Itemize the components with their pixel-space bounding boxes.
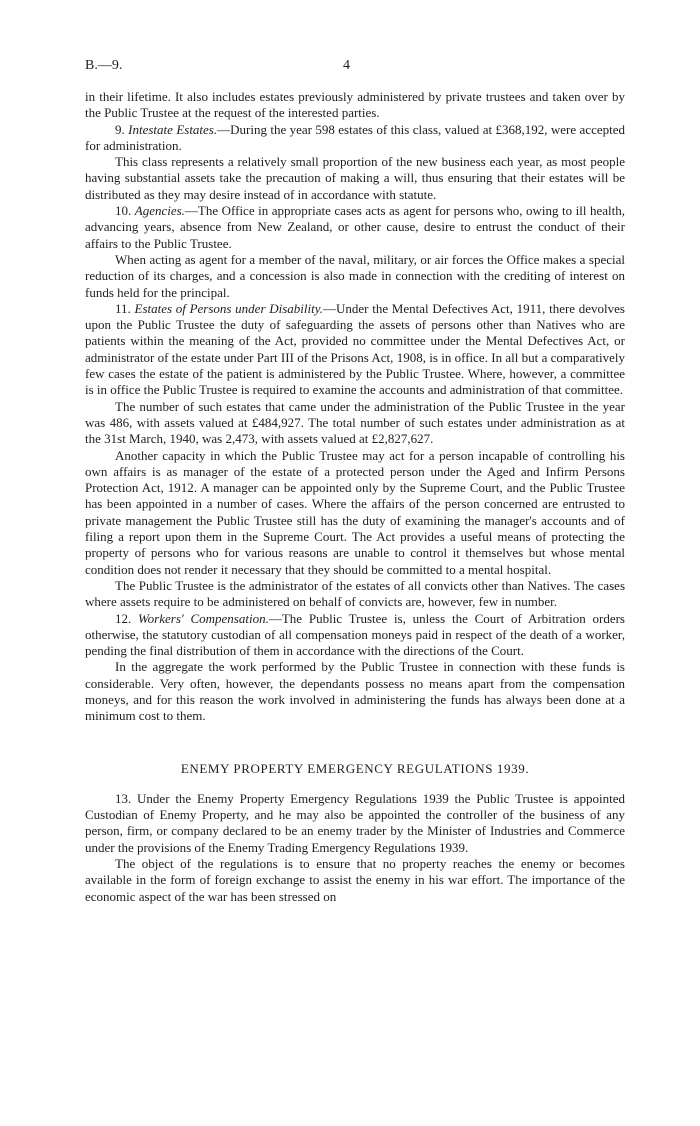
body-paragraph: Another capacity in which the Public Trustee may act for a person incapable of controlling his own affairs is as manager of the estate of a protected person under the Aged and Infirm Persons Protection Act, 1912. A manager can be appointed only by the Supreme Court, and the Public Trustee has been appointed in a number of cases. Where the affairs of the person concerned are entrusted to private management the Public Trustee still has the duty of examining the manager's accounts and of filing a report upon them in the Supreme Court. The Act provides a useful means of protecting the property of persons who for various reasons are unable to control it themselves but whose mental condition does not render it necessary that they should be committed to a mental hospital. [85, 447, 625, 577]
numbered-paragraph [85, 301, 625, 399]
body-paragraph: The number of such estates that came under the administration of the Public Trustee in the year was 486, with assets valued at £484,927. The total number of such estates under administration as at the 31st March, 1940, was 2,473, with assets valued at £2,827,627. [85, 398, 625, 447]
paragraph-text: —The Office in appropriate cases acts as agent for persons who, owing to ill health, advancing years, absence from New Zealand, or other cause, desire to entrust the conduct of their affairs to the Public Trustee. [85, 203, 625, 251]
body-paragraph: When acting as agent for a member of the naval, military, or air forces the Office makes a special reduction of its charges, and a concession is also made in connection with the crediting of interest on funds held for the principal. [85, 251, 625, 300]
page-header [85, 58, 625, 78]
paragraph-heading: Workers' Compensation. [138, 610, 269, 626]
paragraph-number: 11. [115, 300, 131, 316]
numbered-paragraph [85, 611, 625, 660]
paragraph-number: 12. [115, 610, 132, 626]
numbered-paragraph [85, 203, 625, 252]
body-paragraph: in their lifetime. It also includes estates previously administered by private trustees and taken over by the Public Trustee at the request of the interested parties. [85, 89, 625, 121]
section-title: ENEMY PROPERTY EMERGENCY REGULATIONS 1939. [180, 760, 530, 776]
page-number: 4 [343, 58, 350, 73]
body-paragraph: The Public Trustee is the administrator of the estates of all convicts other than Natives. The cases where assets require to be administered on behalf of convicts are, however, few in number. [85, 577, 625, 610]
paragraph-number: 9. [115, 121, 125, 137]
paragraph-heading: Intestate Estates. [128, 121, 218, 137]
paragraph-text: —During the year 598 estates of this class, valued at £368,192, were accepted for administration. [85, 121, 625, 153]
paragraph-number: 10. [115, 203, 132, 219]
numbered-paragraph [85, 791, 625, 856]
report-reference: B.—9. [85, 58, 123, 73]
paragraph-text: —The Public Trustee is, unless the Court of Arbitration orders otherwise, the statutory custodian of all compensation moneys paid in respect of the death of a worker, pending the final distribution of them in accordance with the directions of the Court. [85, 610, 625, 659]
paragraph-heading: Estates of Persons under Disability. [134, 300, 324, 316]
numbered-paragraph [85, 122, 625, 155]
paragraph-text: —Under the Mental Defectives Act, 1911, there devolves upon the Public Trustee the duty of safeguarding the assets of persons other than Natives who are patients within the meaning of the Act, provided no committee under the Mental Defectives Act, or administrator of the estate under Part III of the Prisons Act, 1908, is in office. In all but a comparatively few cases the estate of the patient is administered by the Public Trustee. Where, however, a committee is in office the Public Trustee is required to examine the accounts and administration of that committee. [85, 300, 625, 398]
body-paragraph: The object of the regulations is to ensure that no property reaches the enemy or becomes available in the form of foreign exchange to assist the enemy in his war effort. The importance of the economic aspect of the war has been stressed on [85, 856, 625, 904]
paragraph-heading: Agencies. [134, 203, 185, 219]
paragraph-text: Under the Enemy Property Emergency Regulations 1939 the Public Trustee is appointed Custodian of Enemy Property, and he may also be appointed the controller of the business of any person, firm, or company declared to be an enemy trader by the Minister of Industries and Commerce under the provisions of the Enemy Trading Emergency Regulations 1939. [85, 790, 626, 855]
paragraph-number: 13. [115, 790, 132, 806]
document-body [85, 89, 625, 905]
body-paragraph: This class represents a relatively small proportion of the new business each year, as most people having substantial assets take the precaution of making a will, thus ensuring that their estates will be distributed as they may desire instead of in accordance with statute. [85, 154, 625, 202]
body-paragraph: In the aggregate the work performed by the Public Trustee in connection with these funds is considerable. Very often, however, the dependants possess no means apart from the compensation moneys, and for this reason the work involved in administering the funds has always been done at a minimum cost to them. [85, 659, 625, 724]
